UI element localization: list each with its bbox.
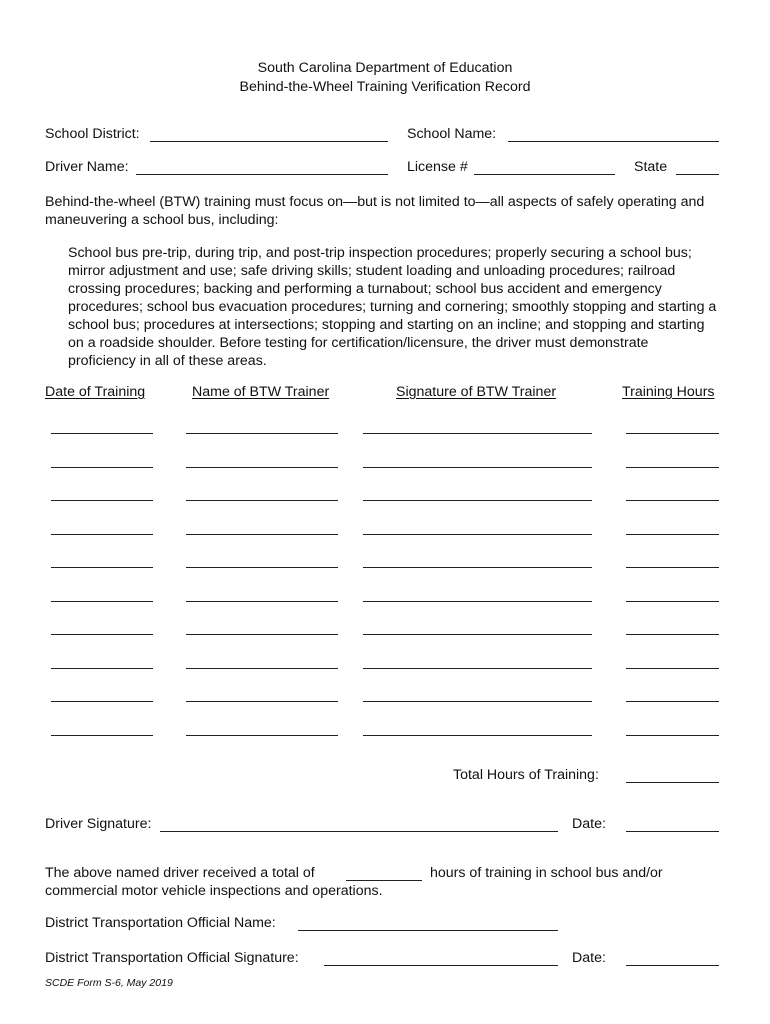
- school-name-field[interactable]: [508, 141, 719, 142]
- col-name-of-btw-trainer: Name of BTW Trainer: [192, 384, 330, 400]
- official-signature-field[interactable]: [324, 965, 558, 966]
- driver-signature-field[interactable]: [160, 831, 558, 832]
- row-hours-field[interactable]: [626, 500, 719, 501]
- license-label: License #: [407, 159, 468, 175]
- row-trainer-signature-field[interactable]: [363, 467, 592, 468]
- official-name-field[interactable]: [298, 930, 558, 931]
- official-signature-label: District Transportation Official Signature:: [45, 950, 299, 966]
- row-trainer-name-field[interactable]: [186, 701, 338, 702]
- driver-name-label: Driver Name:: [45, 159, 129, 175]
- total-hours-field[interactable]: [626, 782, 719, 783]
- col-training-hours: Training Hours: [622, 384, 715, 400]
- row-hours-field[interactable]: [626, 534, 719, 535]
- row-trainer-name-field[interactable]: [186, 467, 338, 468]
- row-trainer-signature-field[interactable]: [363, 534, 592, 535]
- school-district-label: School District:: [45, 126, 140, 142]
- row-trainer-name-field[interactable]: [186, 668, 338, 669]
- row-date-field[interactable]: [51, 433, 153, 434]
- col-date-of-training: Date of Training: [45, 384, 146, 400]
- driver-name-field[interactable]: [136, 174, 388, 175]
- row-hours-field[interactable]: [626, 567, 719, 568]
- statement-part2: hours of training in school bus and/or: [430, 865, 663, 881]
- row-date-field[interactable]: [51, 500, 153, 501]
- form-title: Behind-the-Wheel Training Verification Record: [239, 79, 531, 95]
- row-trainer-signature-field[interactable]: [363, 500, 592, 501]
- statement-part3: commercial motor vehicle inspections and operations.: [45, 883, 383, 899]
- form-footer: SCDE Form S-6, May 2019: [45, 977, 173, 989]
- driver-signature-label: Driver Signature:: [45, 816, 152, 832]
- row-date-field[interactable]: [51, 534, 153, 535]
- driver-signature-date-label: Date:: [572, 816, 606, 832]
- official-date-field[interactable]: [626, 965, 719, 966]
- total-hours-label: Total Hours of Training:: [453, 767, 599, 783]
- row-date-field[interactable]: [51, 668, 153, 669]
- btw-intro-text: Behind-the-wheel (BTW) training must focus on—but is not limited to—all aspects of safely operating and maneuvering a school bus, including:: [45, 194, 705, 228]
- row-hours-field[interactable]: [626, 433, 719, 434]
- row-date-field[interactable]: [51, 567, 153, 568]
- driver-signature-date-field[interactable]: [626, 831, 719, 832]
- row-hours-field[interactable]: [626, 634, 719, 635]
- row-trainer-name-field[interactable]: [186, 634, 338, 635]
- form-agency-title: South Carolina Department of Education: [257, 60, 513, 76]
- row-hours-field[interactable]: [626, 601, 719, 602]
- row-date-field[interactable]: [51, 467, 153, 468]
- row-date-field[interactable]: [51, 634, 153, 635]
- row-trainer-signature-field[interactable]: [363, 634, 592, 635]
- row-trainer-name-field[interactable]: [186, 735, 338, 736]
- row-date-field[interactable]: [51, 601, 153, 602]
- row-trainer-name-field[interactable]: [186, 567, 338, 568]
- statement-hours-field[interactable]: [346, 880, 422, 881]
- row-hours-field[interactable]: [626, 668, 719, 669]
- row-trainer-name-field[interactable]: [186, 500, 338, 501]
- row-trainer-signature-field[interactable]: [363, 735, 592, 736]
- official-date-label: Date:: [572, 950, 606, 966]
- row-trainer-name-field[interactable]: [186, 601, 338, 602]
- btw-topics-text: School bus pre-trip, during trip, and post-trip inspection procedures; properly securing a school bus; mirror adjustment and use; safe driving skills; student loading and unloading procedures; railroad crossing procedures; backing and performing a turnabout; school bus accident and emergency procedures; school bus evacuation procedures; turning and cornering; smoothly stopping and starting a school bus; procedures at intersections; stopping and starting on an incline; and stopping and starting on a roadside shoulder. Before testing for certification/licensure, the driver must demonstrate proficiency in all of these areas.: [68, 245, 717, 369]
- school-district-field[interactable]: [150, 141, 388, 142]
- row-date-field[interactable]: [51, 701, 153, 702]
- row-trainer-signature-field[interactable]: [363, 668, 592, 669]
- col-signature-of-btw-trainer: Signature of BTW Trainer: [396, 384, 557, 400]
- row-hours-field[interactable]: [626, 735, 719, 736]
- row-trainer-signature-field[interactable]: [363, 701, 592, 702]
- row-trainer-name-field[interactable]: [186, 433, 338, 434]
- license-field[interactable]: [474, 174, 615, 175]
- state-label: State: [634, 159, 668, 175]
- statement-part1: The above named driver received a total of: [45, 865, 315, 881]
- state-field[interactable]: [676, 174, 719, 175]
- row-trainer-signature-field[interactable]: [363, 433, 592, 434]
- school-name-label: School Name:: [407, 126, 497, 142]
- row-trainer-name-field[interactable]: [186, 534, 338, 535]
- row-trainer-signature-field[interactable]: [363, 601, 592, 602]
- row-date-field[interactable]: [51, 735, 153, 736]
- row-hours-field[interactable]: [626, 701, 719, 702]
- row-hours-field[interactable]: [626, 467, 719, 468]
- row-trainer-signature-field[interactable]: [363, 567, 592, 568]
- official-name-label: District Transportation Official Name:: [45, 915, 276, 931]
